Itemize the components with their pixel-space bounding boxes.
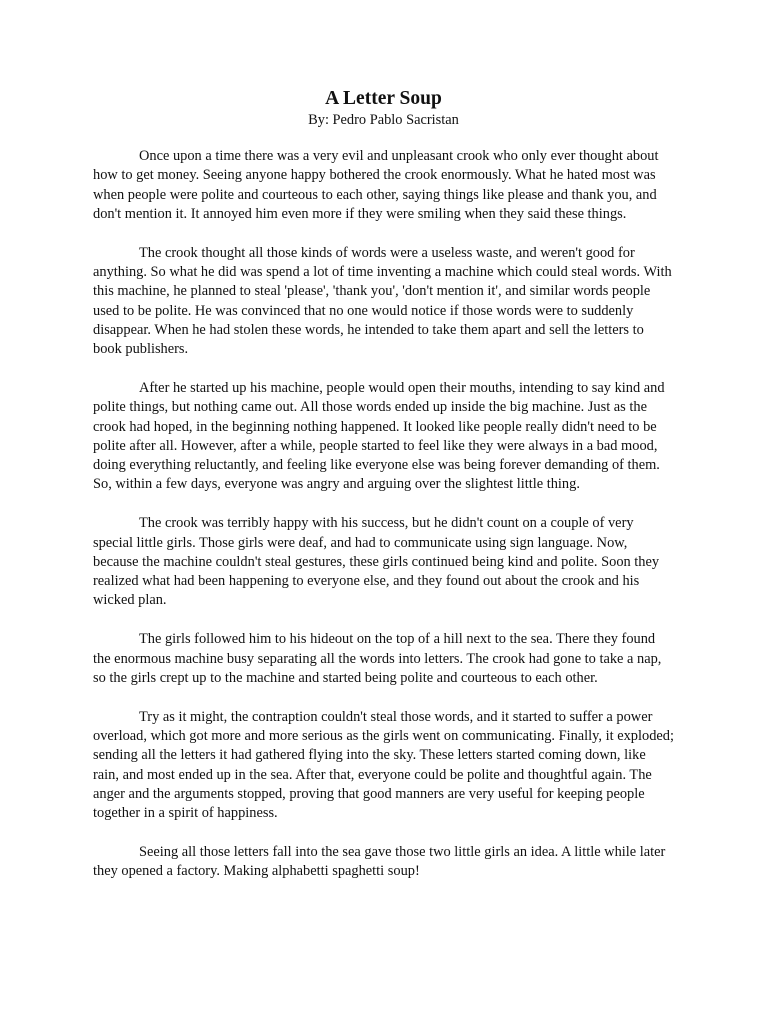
document-byline: By: Pedro Pablo Sacristan [308, 112, 459, 128]
paragraph-4: The crook was terribly happy with his success, but he didn't count on a couple of very special little girls. Those girls were deaf, and had to communicate using sign language. Now, because the machine couldn't steal gestures, these girls continued being kind and polite. Soon they realized what had been happening to everyone else, and they found out about the crook and his wicked plan. [93, 515, 660, 609]
paragraph-5: The girls followed him to his hideout on the top of a hill next to the sea. There they found the enormous machine busy separating all the words into letters. The crook had gone to take a nap, so the girls crept up to the machine and started being polite and courteous to each other. [93, 631, 662, 686]
document-page [93, 86, 674, 901]
document-title: A Letter Soup [325, 88, 442, 109]
paragraph-1: Once upon a time there was a very evil and unpleasant crook who only ever thought about how to get money. Seeing anyone happy bothered the crook enormously. What he hated most was when people were polite and courteous to each other, saying things like please and thank you, and don't mention it. It annoyed him even more if they were smiling when they said these things. [93, 148, 659, 222]
paragraph-6: Try as it might, the contraption couldn't steal those words, and it started to suffer a power overload, which got more and more serious as the girls went on communicating. Finally, it exploded; sending all the letters it had gathered flying into the sky. These letters started coming down, like rain, and most ended up in the sea. After that, everyone could be polite and thoughtful again. The anger and the arguments stopped, proving that good manners are very useful for keeping people together in a spirit of happiness. [93, 708, 674, 822]
paragraph-7: Seeing all those letters fall into the sea gave those two little girls an idea. A little while later they opened a factory. Making alphabetti spaghetti soup! [93, 843, 666, 880]
paragraph-2: The crook thought all those kinds of words were a useless waste, and weren't good for anything. So what he did was spend a lot of time inventing a machine which could steal words. With this machine, he planned to steal 'please', 'thank you', 'don't mention it', and similar words people used to be polite. He was convinced that no one would notice if those words were to suddenly disappear. When he had stolen these words, he intended to take them apart and sell the letters to book publishers. [93, 244, 672, 358]
paragraph-3: After he started up his machine, people would open their mouths, intending to say kind and polite things, but nothing came out. All those words ended up inside the big machine. Just as the crook had hoped, in the beginning nothing happened. It looked like people really didn't need to be polite after all. However, after a while, people started to feel like they were always in a bad mood, doing everything reluctantly, and feeling like everyone else was being forever demanding of them. So, within a few days, everyone was angry and arguing over the slightest little thing. [93, 379, 665, 493]
